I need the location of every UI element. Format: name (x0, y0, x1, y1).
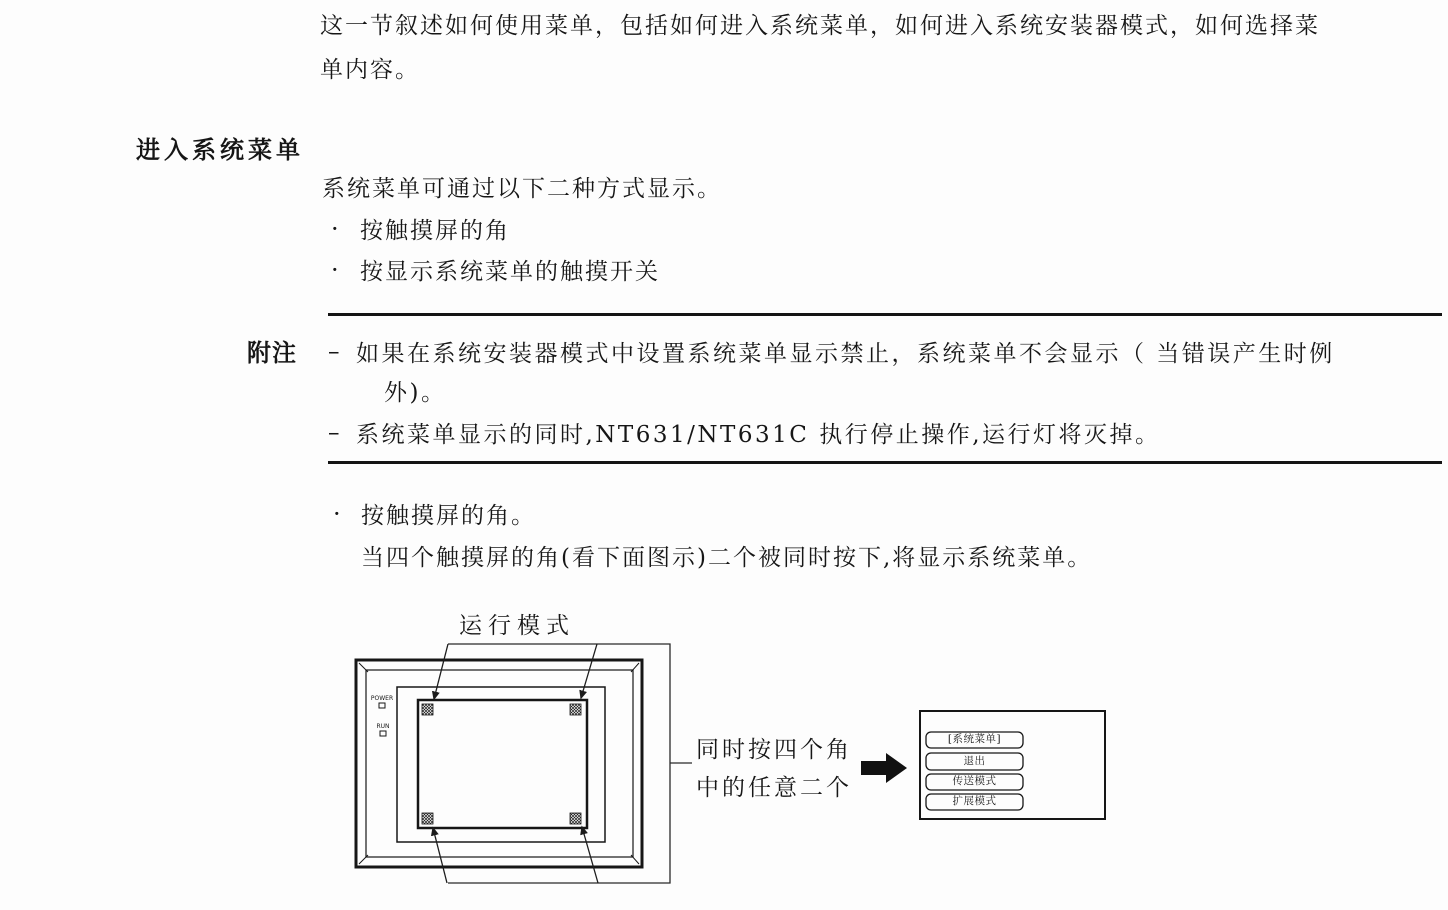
bullet-marker: · (331, 215, 339, 243)
corner-square-bottom-right (570, 813, 581, 824)
note-label: 附注 (247, 338, 297, 367)
corner-square-top-left (422, 704, 433, 715)
transmit-mode-button-label: 传送模式 (952, 775, 997, 787)
system-menu-button-label: [系统菜单] (947, 733, 1002, 745)
instruction-line2: 中的任意二个 (696, 775, 852, 801)
lead-sentence: 系统菜单可通过以下二种方式显示。 (322, 176, 722, 202)
bullet-item-press-corner: 按触摸屏的角 (360, 218, 510, 244)
bullet-item-touch-switch: 按显示系统菜单的触摸开关 (360, 259, 660, 285)
result-arrow-icon (861, 753, 907, 783)
bullet-marker: · (333, 500, 341, 528)
method-description: 当四个触摸屏的角(看下面图示)二个被同时按下,将显示系统菜单。 (361, 545, 1093, 571)
method-title: 按触摸屏的角。 (361, 503, 536, 529)
note-item1-line1: 如果在系统安装器模式中设置系统菜单显示禁止，系统菜单不会显示（ 当错误产生时例 (356, 341, 1335, 367)
instruction-line1: 同时按四个角 (696, 737, 852, 763)
section-heading: 进入系统菜单 (136, 135, 304, 164)
run-label: RUN (376, 723, 390, 730)
note-item1-line2: 外)。 (384, 380, 447, 406)
note-item2-line1: 系统菜单显示的同时,NT631/NT631C 执行停止操作,运行灯将灭掉。 (356, 422, 1161, 448)
quit-button-label: 退出 (963, 755, 986, 767)
corner-square-bottom-left (422, 813, 433, 824)
bullet-marker: · (331, 256, 339, 284)
note-item-dash: – (328, 420, 342, 446)
intro-paragraph-line1: 这一节叙述如何使用菜单，包括如何进入系统菜单，如何进入系统安装器模式，如何选择菜 (320, 13, 1320, 39)
note-item-dash: – (328, 339, 342, 365)
touch-screen-area (418, 700, 587, 828)
power-label: POWER (370, 695, 394, 702)
corner-square-top-right (570, 704, 581, 715)
intro-paragraph-line2: 单内容。 (320, 57, 420, 83)
run-mode-label: 运行模式 (459, 613, 575, 639)
expansion-mode-button-label: 扩展模式 (952, 795, 997, 807)
